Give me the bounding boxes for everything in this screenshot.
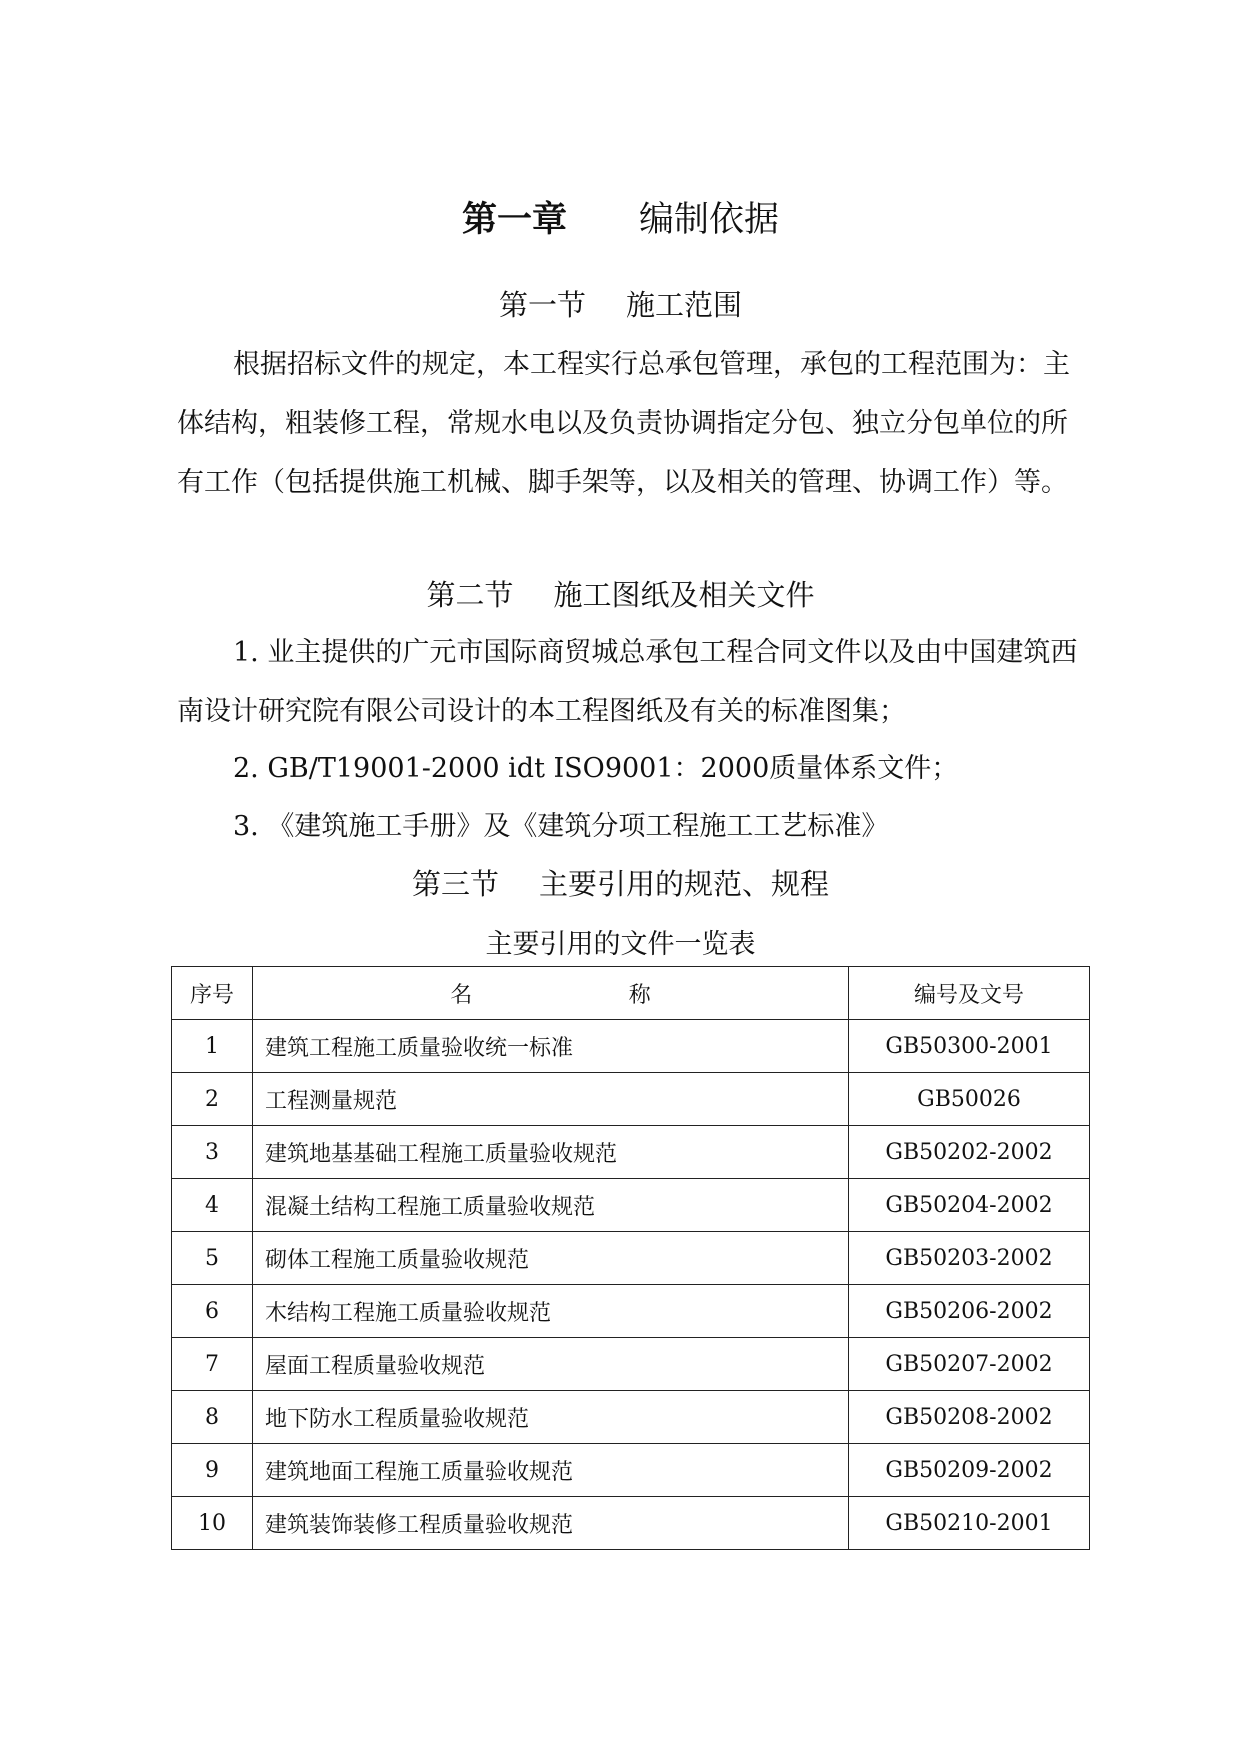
table-row <box>172 1126 1090 1179</box>
header-name-part-2: 称 <box>628 982 651 1008</box>
row-no: 7 <box>172 1338 253 1391</box>
row-code: GB50209-2002 <box>849 1444 1090 1497</box>
table-row <box>172 1232 1090 1285</box>
row-name: 屋面工程质量验收规范 <box>253 1338 849 1391</box>
section-3-heading <box>0 864 1241 904</box>
row-name: 工程测量规范 <box>253 1073 849 1126</box>
row-no: 10 <box>172 1497 253 1550</box>
table-row <box>172 1444 1090 1497</box>
header-name-part-1: 名 <box>450 982 473 1008</box>
table-row <box>172 1179 1090 1232</box>
row-no: 9 <box>172 1444 253 1497</box>
row-name: 混凝土结构工程施工质量验收规范 <box>253 1179 849 1232</box>
table-title: 主要引用的文件一览表 <box>485 929 756 960</box>
row-code: GB50208-2002 <box>849 1391 1090 1444</box>
row-code: GB50300-2001 <box>849 1020 1090 1073</box>
row-name: 地下防水工程质量验收规范 <box>253 1391 849 1444</box>
row-code: GB50204-2002 <box>849 1179 1090 1232</box>
row-name: 砌体工程施工质量验收规范 <box>253 1232 849 1285</box>
row-code: GB50203-2002 <box>849 1232 1090 1285</box>
row-code: GB50026 <box>849 1073 1090 1126</box>
row-no: 1 <box>172 1020 253 1073</box>
section-2-item-1: 1. 业主提供的广元市国际商贸城总承包工程合同文件以及由中国建筑西南设计研究院有限公司设计的本工程图纸及有关的标准图集； <box>177 637 1078 727</box>
header-no: 序号 <box>172 967 253 1020</box>
row-no: 6 <box>172 1285 253 1338</box>
section-1-title: 施工范围 <box>626 288 743 322</box>
row-name: 建筑地面工程施工质量验收规范 <box>253 1444 849 1497</box>
row-no: 5 <box>172 1232 253 1285</box>
row-code: GB50207-2002 <box>849 1338 1090 1391</box>
row-no: 3 <box>172 1126 253 1179</box>
table-row <box>172 1285 1090 1338</box>
table-row <box>172 1497 1090 1550</box>
section-1-heading <box>0 285 1241 325</box>
table-header-row <box>172 967 1090 1020</box>
section-2-item-2: 2. GB/T19001-2000 idt ISO9001：2000质量体系文件； <box>233 753 959 784</box>
table-row <box>172 1338 1090 1391</box>
section-2-heading <box>0 575 1241 615</box>
row-name: 木结构工程施工质量验收规范 <box>253 1285 849 1338</box>
section-2-title: 施工图纸及相关文件 <box>553 578 815 612</box>
chapter-title: 编制依据 <box>639 200 780 240</box>
chapter-number: 第一章 <box>461 199 567 240</box>
chapter-heading <box>0 195 1241 245</box>
row-no: 8 <box>172 1391 253 1444</box>
header-code: 编号及文号 <box>849 967 1090 1020</box>
row-no: 2 <box>172 1073 253 1126</box>
row-no: 4 <box>172 1179 253 1232</box>
row-name: 建筑地基基础工程施工质量验收规范 <box>253 1126 849 1179</box>
row-code: GB50210-2001 <box>849 1497 1090 1550</box>
section-3-title: 主要引用的规范、规程 <box>539 867 830 901</box>
row-name: 建筑装饰装修工程质量验收规范 <box>253 1497 849 1550</box>
header-name <box>253 967 849 1020</box>
row-code: GB50206-2002 <box>849 1285 1090 1338</box>
row-name: 建筑工程施工质量验收统一标准 <box>253 1020 849 1073</box>
row-code: GB50202-2002 <box>849 1126 1090 1179</box>
section-1-paragraph: 根据招标文件的规定，本工程实行总承包管理，承包的工程范围为：主体结构，粗装修工程，常规水电以及负责协调指定分包、独立分包单位的所有工作（包括提供施工机械、脚手架等，以及相关的管理、协调工作）等。 <box>177 349 1070 498</box>
section-2-item-3: 3. 《建筑施工手册》及《建筑分项工程施工工艺标准》 <box>233 811 889 842</box>
table-row <box>172 1020 1090 1073</box>
reference-table <box>171 966 1090 1550</box>
section-1-number: 第一节 <box>498 288 586 322</box>
table-row <box>172 1073 1090 1126</box>
table-row <box>172 1391 1090 1444</box>
section-2-number: 第二节 <box>426 578 514 612</box>
section-3-number: 第三节 <box>411 867 499 901</box>
